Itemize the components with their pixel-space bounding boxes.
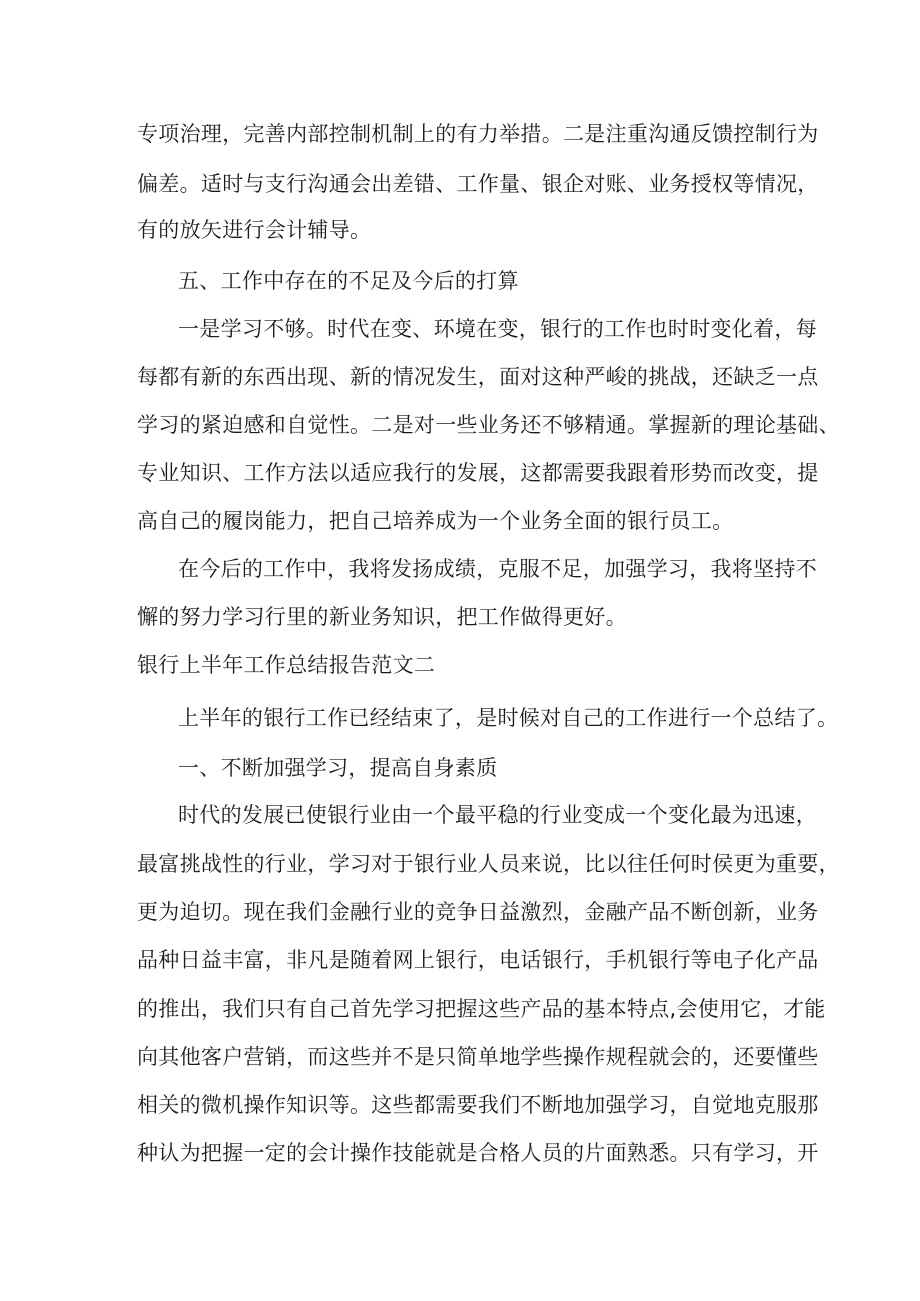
paragraph-line: 在今后的工作中，我将发扬成绩，克服不足，加强学习，我将坚持不 xyxy=(178,557,817,581)
section-heading: 一、不断加强学习，提高自身素质 xyxy=(178,756,498,780)
paragraph-line: 最富挑战性的行业，学习对于银行业人员来说，比以往任何时侯更为重要， xyxy=(137,852,840,876)
paragraph-line: 专项治理，完善内部控制机制上的有力举措。二是注重沟通反馈控制行为 xyxy=(137,122,819,146)
paragraph-line: 学习的紧迫感和自觉性。二是对一些业务还不够精通。掌握新的理论基础、 xyxy=(137,413,840,437)
paragraph-line: 向其他客户营销，而这些并不是只简单地学些操作规程就会的，还要懂些 xyxy=(137,1045,819,1069)
document-title: 银行上半年工作总结报告范文二 xyxy=(137,653,436,677)
paragraph-line: 种认为把握一定的会计操作技能就是合格人员的片面熟悉。只有学习，开 xyxy=(137,1141,819,1165)
paragraph-line: 的推出，我们只有自己首先学习把握这些产品的基本特点,会使用它，才能 xyxy=(137,997,826,1021)
paragraph-line: 上半年的银行工作已经结束了，是时候对自己的工作进行一个总结了。 xyxy=(178,706,839,730)
paragraph-line: 每都有新的东西出现、新的情况发生，面对这种严峻的挑战，还缺乏一点 xyxy=(137,365,819,389)
paragraph-line: 专业知识、工作方法以适应我行的发展，这都需要我跟着形势而改变，提 xyxy=(137,461,819,485)
paragraph-line: 高自己的履岗能力，把自己培养成为一个业务全面的银行员工。 xyxy=(137,509,734,533)
paragraph-line: 有的放矢进行会计辅导。 xyxy=(137,218,372,242)
paragraph-line: 懈的努力学习行里的新业务知识，把工作做得更好。 xyxy=(137,605,627,629)
paragraph-line: 更为迫切。现在我们金融行业的竞争日益激烈，金融产品不断创新，业务 xyxy=(137,900,819,924)
paragraph-line: 相关的微机操作知识等。这些都需要我们不断地加强学习，自觉地克服那 xyxy=(137,1093,819,1117)
paragraph-line: 一是学习不够。时代在变、环境在变，银行的工作也时时变化着，每 xyxy=(178,317,817,341)
paragraph-line: 偏差。适时与支行沟通会出差错、工作量、银企对账、业务授权等情况， xyxy=(137,172,819,196)
paragraph-line: 品种日益丰富，非凡是随着网上银行，电话银行，手机银行等电子化产品 xyxy=(137,948,819,972)
paragraph-line: 时代的发展已使银行业由一个最平稳的行业变成一个变化最为迅速， xyxy=(178,803,817,827)
section-heading: 五、工作中存在的不足及今后的打算 xyxy=(178,269,519,293)
